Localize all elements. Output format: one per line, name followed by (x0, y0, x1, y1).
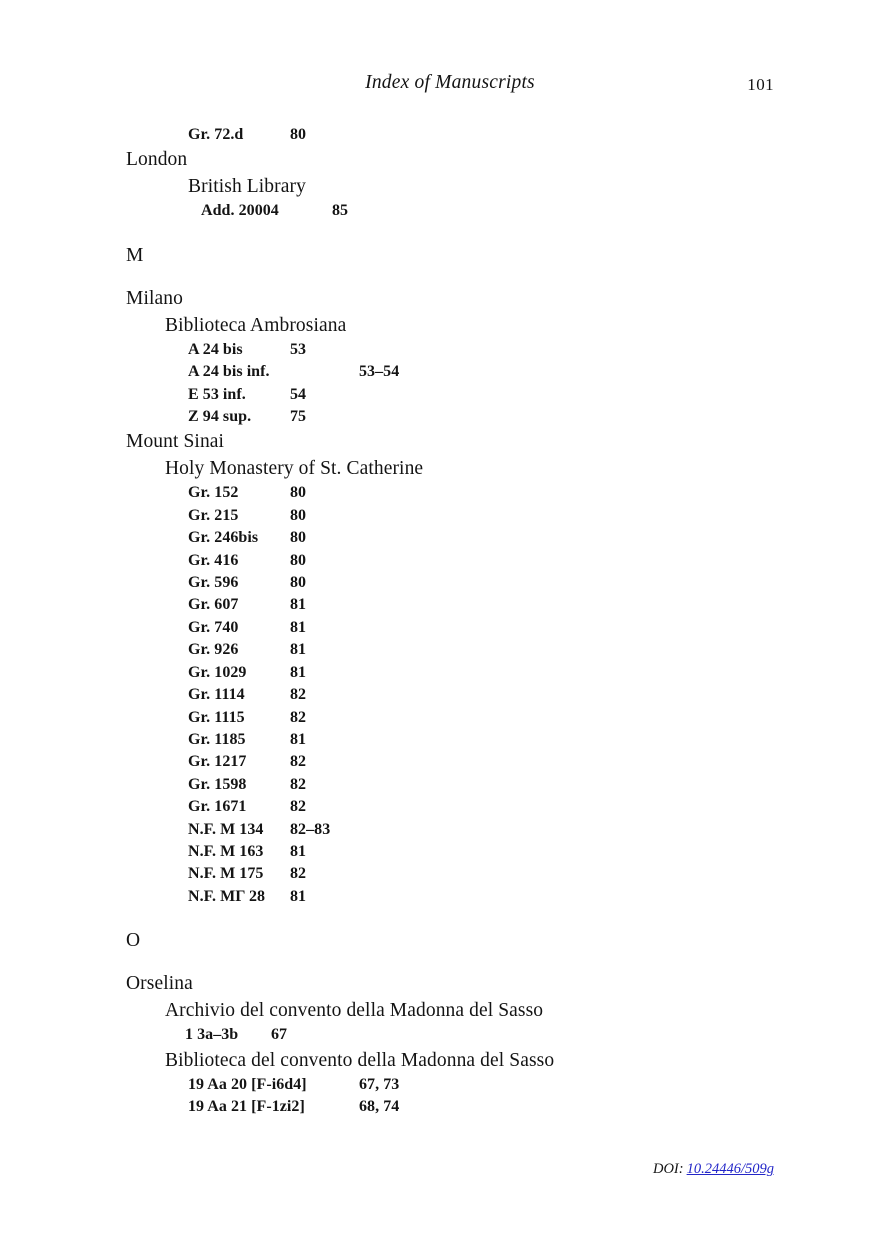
index-letter-heading (126, 927, 786, 954)
shelfmark-label: 19 Aa 20 [F-i6d4] (188, 1075, 307, 1093)
page-reference: 82 (290, 753, 307, 771)
spacer (126, 954, 786, 970)
shelfmark-label: Gr. 926 (188, 641, 239, 659)
index-shelfmark-entry (126, 505, 786, 527)
shelfmark-label: Gr. 152 (188, 484, 239, 502)
shelfmark-label: E 53 inf. (188, 385, 246, 403)
page-reference: 82–83 (290, 820, 331, 838)
index-shelfmark-entry (126, 384, 786, 406)
index-repository (126, 1047, 786, 1074)
index-repository-label: Holy Monastery of St. Catherine (165, 458, 424, 480)
index-shelfmark-entry (126, 406, 786, 428)
index-repository (126, 173, 786, 200)
index-entry-list (126, 124, 786, 1118)
index-place (126, 146, 786, 173)
page-reference: 80 (290, 529, 307, 547)
shelfmark-label: Gr. 215 (188, 506, 239, 524)
index-shelfmark-entry (126, 1096, 786, 1118)
index-shelfmark-entry (126, 361, 786, 383)
spacer (126, 269, 786, 285)
index-repository-label: British Library (188, 176, 306, 198)
index-shelfmark-entry (126, 863, 786, 885)
index-shelfmark-entry (126, 124, 786, 146)
page-reference: 82 (290, 775, 307, 793)
page-reference: 81 (290, 618, 307, 636)
index-repository-label: Biblioteca del convento della Madonna del Sasso (165, 1049, 555, 1071)
index-shelfmark-entry (126, 684, 786, 706)
index-place (126, 285, 786, 312)
index-repository (126, 455, 786, 482)
shelfmark-label: Gr. 607 (188, 596, 239, 614)
index-letter-label: M (126, 244, 144, 266)
page-reference: 68, 74 (359, 1097, 400, 1115)
spacer (126, 908, 786, 927)
page-reference: 82 (290, 708, 307, 726)
index-shelfmark-entry (126, 339, 786, 361)
shelfmark-label: N.F. M 134 (188, 820, 264, 838)
page-reference: 81 (290, 596, 307, 614)
page-reference: 82 (290, 865, 307, 883)
index-shelfmark-entry (126, 841, 786, 863)
page-reference: 53–54 (359, 363, 400, 381)
page-reference: 67 (271, 1026, 288, 1044)
index-shelfmark-entry (126, 707, 786, 729)
doi-link[interactable]: 10.24446/509g (686, 1161, 774, 1177)
index-repository-label: Archivio del convento della Madonna del Sasso (165, 1000, 544, 1022)
shelfmark-label: Gr. 1029 (188, 663, 247, 681)
page-reference: 82 (290, 798, 307, 816)
index-shelfmark-entry (126, 594, 786, 616)
index-shelfmark-entry (126, 662, 786, 684)
shelfmark-label: Gr. 1114 (188, 686, 245, 704)
index-repository (126, 312, 786, 339)
shelfmark-label: Gr. 1598 (188, 775, 247, 793)
index-shelfmark-entry (126, 482, 786, 504)
index-shelfmark-entry (126, 751, 786, 773)
index-shelfmark-entry (126, 1024, 786, 1046)
index-shelfmark-entry (126, 796, 786, 818)
shelfmark-label: Gr. 416 (188, 551, 239, 569)
page-reference: 80 (290, 126, 307, 143)
shelfmark-label: Gr. 740 (188, 618, 239, 636)
index-place-label: Milano (126, 287, 183, 309)
index-place (126, 428, 786, 455)
index-shelfmark-entry (126, 572, 786, 594)
index-repository-label: Biblioteca Ambrosiana (165, 314, 347, 336)
page-reference: 81 (290, 663, 307, 681)
index-shelfmark-entry (126, 200, 786, 222)
page-reference: 80 (290, 506, 307, 524)
shelfmark-label: 19 Aa 21 [F-1zi2] (188, 1097, 305, 1115)
shelfmark-label: A 24 bis (188, 340, 243, 358)
page-reference: 81 (290, 842, 307, 860)
index-place-label: Orselina (126, 973, 193, 995)
page-reference: 67, 73 (359, 1075, 400, 1093)
index-repository (126, 997, 786, 1024)
index-letter-heading (126, 242, 786, 269)
shelfmark-label: N.F. MΓ 28 (188, 887, 266, 905)
shelfmark-label: Gr. 1185 (188, 730, 246, 748)
index-shelfmark-entry (126, 886, 786, 908)
shelfmark-label: N.F. M 163 (188, 842, 264, 860)
page-reference: 80 (290, 484, 307, 502)
doi-label: DOI: (652, 1161, 684, 1177)
page-reference: 54 (290, 385, 307, 403)
page-reference: 82 (290, 686, 307, 704)
index-shelfmark-entry (126, 527, 786, 549)
page-reference: 75 (290, 408, 307, 426)
index-letter-label: O (126, 930, 141, 952)
shelfmark-label: Gr. 246bis (188, 529, 259, 547)
index-shelfmark-entry (126, 617, 786, 639)
index-shelfmark-entry (126, 550, 786, 572)
running-head-title: Index of Manuscripts (365, 72, 535, 93)
index-shelfmark-entry (126, 729, 786, 751)
page-reference: 53 (290, 340, 307, 358)
shelfmark-label: 1 3a–3b (185, 1026, 239, 1044)
spacer (126, 223, 786, 242)
shelfmark-label: Gr. 596 (188, 574, 239, 592)
index-shelfmark-entry (126, 639, 786, 661)
running-head (126, 72, 774, 98)
index-shelfmark-entry (126, 1074, 786, 1096)
page-number: 101 (747, 75, 774, 94)
shelfmark-label: Gr. 1115 (188, 708, 245, 726)
doi-line (126, 1161, 774, 1178)
page-reference: 81 (290, 641, 307, 659)
index-place-label: Mount Sinai (126, 431, 225, 453)
shelfmark-label: Gr. 72.d (188, 126, 244, 143)
page-reference: 81 (290, 887, 307, 905)
shelfmark-label: Add. 20004 (201, 202, 279, 220)
shelfmark-label: Gr. 1671 (188, 798, 247, 816)
page-reference: 81 (290, 730, 307, 748)
index-shelfmark-entry (126, 819, 786, 841)
shelfmark-label: Z 94 sup. (188, 408, 252, 426)
index-place-label: London (126, 149, 188, 171)
page-reference: 80 (290, 551, 307, 569)
shelfmark-label: N.F. M 175 (188, 865, 264, 883)
page-reference: 80 (290, 574, 307, 592)
shelfmark-label: Gr. 1217 (188, 753, 247, 771)
index-shelfmark-entry (126, 774, 786, 796)
shelfmark-label: A 24 bis inf. (188, 363, 270, 381)
page-reference: 85 (332, 202, 349, 220)
index-place (126, 970, 786, 997)
